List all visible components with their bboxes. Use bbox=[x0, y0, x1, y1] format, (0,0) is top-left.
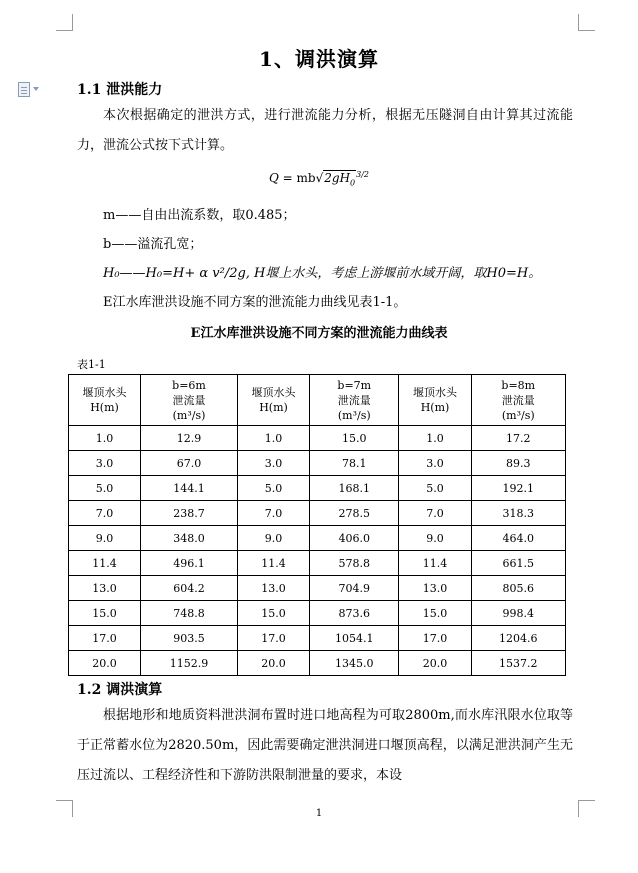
page-number: 1 bbox=[315, 808, 323, 819]
discharge-formula: $Q = mb√2gH_0^{3/2}$ bbox=[269, 170, 369, 188]
table-cell: 9.0 bbox=[69, 526, 141, 551]
table-cell: 1345.0 bbox=[310, 651, 399, 676]
table-cell: 1054.1 bbox=[310, 626, 399, 651]
definition-b: b——溢流孔宽； bbox=[103, 237, 203, 252]
table-cell: 89.3 bbox=[471, 451, 565, 476]
table-cell: 1204.6 bbox=[471, 626, 565, 651]
table-cell: 144.1 bbox=[141, 476, 238, 501]
table-cell: 238.7 bbox=[141, 501, 238, 526]
header-head-1: 堰顶水头 H(m) bbox=[69, 375, 141, 426]
table-cell: 1537.2 bbox=[471, 651, 565, 676]
definition-m: m——自由出流系数，取0.485； bbox=[103, 208, 296, 223]
crop-mark-top-left bbox=[56, 14, 73, 31]
table-cell: 15.0 bbox=[69, 601, 141, 626]
chevron-down-icon bbox=[33, 87, 39, 91]
table-row bbox=[69, 576, 566, 601]
table-cell: 17.2 bbox=[471, 426, 565, 451]
table-cell: 11.4 bbox=[237, 551, 309, 576]
crop-mark-top-right bbox=[578, 14, 595, 31]
table-reference: E江水库泄洪设施不同方案的泄流能力曲线见表1-1。 bbox=[103, 295, 407, 310]
table-cell: 7.0 bbox=[399, 501, 471, 526]
definition-h: H₀——H₀=H+ α v²/2g, H堰上水头，考虑上游堰前水域开阔，取H0=H。 bbox=[103, 266, 542, 281]
formula-lhs: Q bbox=[269, 171, 279, 185]
table-cell: 168.1 bbox=[310, 476, 399, 501]
header-head-3: 堰顶水头 H(m) bbox=[399, 375, 471, 426]
table-cell: 13.0 bbox=[399, 576, 471, 601]
table-cell: 17.0 bbox=[69, 626, 141, 651]
table-cell: 1.0 bbox=[399, 426, 471, 451]
formula-exponent: 3/2 bbox=[356, 170, 369, 179]
table-row bbox=[69, 476, 566, 501]
table-cell: 604.2 bbox=[141, 576, 238, 601]
section-heading-routing: 1.2 调洪演算 bbox=[77, 682, 163, 698]
table-label: 表1-1 bbox=[77, 358, 106, 371]
table-cell: 9.0 bbox=[399, 526, 471, 551]
table-cell: 15.0 bbox=[399, 601, 471, 626]
table-cell: 192.1 bbox=[471, 476, 565, 501]
table-cell: 12.9 bbox=[141, 426, 238, 451]
table-row bbox=[69, 451, 566, 476]
formula-sqrt: $2gH_0$ bbox=[324, 171, 356, 188]
table-cell: 1152.9 bbox=[141, 651, 238, 676]
table-row bbox=[69, 551, 566, 576]
intro-paragraph: 本次根据确定的泄洪方式，进行泄流能力分析，根据无压隧洞自由计算其过流能力，泄流公式按下式计算。 bbox=[77, 108, 573, 153]
page-title: 1、调洪演算 bbox=[259, 47, 379, 71]
table-cell: 661.5 bbox=[471, 551, 565, 576]
header-flow-b6: b=6m 泄流量 (m³/s) bbox=[141, 375, 238, 426]
table-cell: 15.0 bbox=[310, 426, 399, 451]
table-cell: 5.0 bbox=[69, 476, 141, 501]
header-flow-b8: b=8m 泄流量 (m³/s) bbox=[471, 375, 565, 426]
table-cell: 20.0 bbox=[69, 651, 141, 676]
table-cell: 5.0 bbox=[399, 476, 471, 501]
table-title: E江水库泄洪设施不同方案的泄流能力曲线表 bbox=[190, 326, 448, 341]
table-cell: 9.0 bbox=[237, 526, 309, 551]
table-cell: 464.0 bbox=[471, 526, 565, 551]
table-cell: 406.0 bbox=[310, 526, 399, 551]
table-row bbox=[69, 601, 566, 626]
table-cell: 748.8 bbox=[141, 601, 238, 626]
table-cell: 578.8 bbox=[310, 551, 399, 576]
table-cell: 496.1 bbox=[141, 551, 238, 576]
table-cell: 67.0 bbox=[141, 451, 238, 476]
header-flow-b7: b=7m 泄流量 (m³/s) bbox=[310, 375, 399, 426]
table-cell: 318.3 bbox=[471, 501, 565, 526]
table-cell: 7.0 bbox=[237, 501, 309, 526]
table-row bbox=[69, 626, 566, 651]
table-row bbox=[69, 526, 566, 551]
table-cell: 78.1 bbox=[310, 451, 399, 476]
table-cell: 15.0 bbox=[237, 601, 309, 626]
discharge-capacity-table bbox=[68, 374, 566, 676]
table-cell: 873.6 bbox=[310, 601, 399, 626]
table-cell: 278.5 bbox=[310, 501, 399, 526]
table-cell: 13.0 bbox=[237, 576, 309, 601]
table-cell: 3.0 bbox=[69, 451, 141, 476]
table-header-row bbox=[69, 375, 566, 426]
table-cell: 20.0 bbox=[237, 651, 309, 676]
formula-eq: = mb bbox=[278, 171, 316, 185]
section-heading-capacity: 1.1 泄洪能力 bbox=[77, 82, 163, 98]
table-cell: 704.9 bbox=[310, 576, 399, 601]
table-cell: 1.0 bbox=[69, 426, 141, 451]
table-cell: 17.0 bbox=[399, 626, 471, 651]
table-cell: 5.0 bbox=[237, 476, 309, 501]
routing-paragraph: 根据地形和地质资料泄洪洞布置时进口地高程为可取2800m,而水库汛限水位取等于正常蓄水位为2820.50m，因此需要确定泄洪洞进口堰顶高程，以满足泄洪洞产生无压过流以、工程经济性和下游防洪限制泄量的要求，本设 bbox=[77, 708, 573, 783]
document-icon[interactable] bbox=[18, 82, 40, 96]
table-row bbox=[69, 501, 566, 526]
table-cell: 998.4 bbox=[471, 601, 565, 626]
table-cell: 20.0 bbox=[399, 651, 471, 676]
table-cell: 903.5 bbox=[141, 626, 238, 651]
table-row bbox=[69, 651, 566, 676]
table-cell: 17.0 bbox=[237, 626, 309, 651]
table-cell: 11.4 bbox=[399, 551, 471, 576]
table-cell: 805.6 bbox=[471, 576, 565, 601]
table-cell: 3.0 bbox=[237, 451, 309, 476]
table-cell: 3.0 bbox=[399, 451, 471, 476]
table-cell: 1.0 bbox=[237, 426, 309, 451]
table-row bbox=[69, 426, 566, 451]
table-cell: 11.4 bbox=[69, 551, 141, 576]
header-head-2: 堰顶水头 H(m) bbox=[237, 375, 309, 426]
table-cell: 13.0 bbox=[69, 576, 141, 601]
table-cell: 348.0 bbox=[141, 526, 238, 551]
table-cell: 7.0 bbox=[69, 501, 141, 526]
